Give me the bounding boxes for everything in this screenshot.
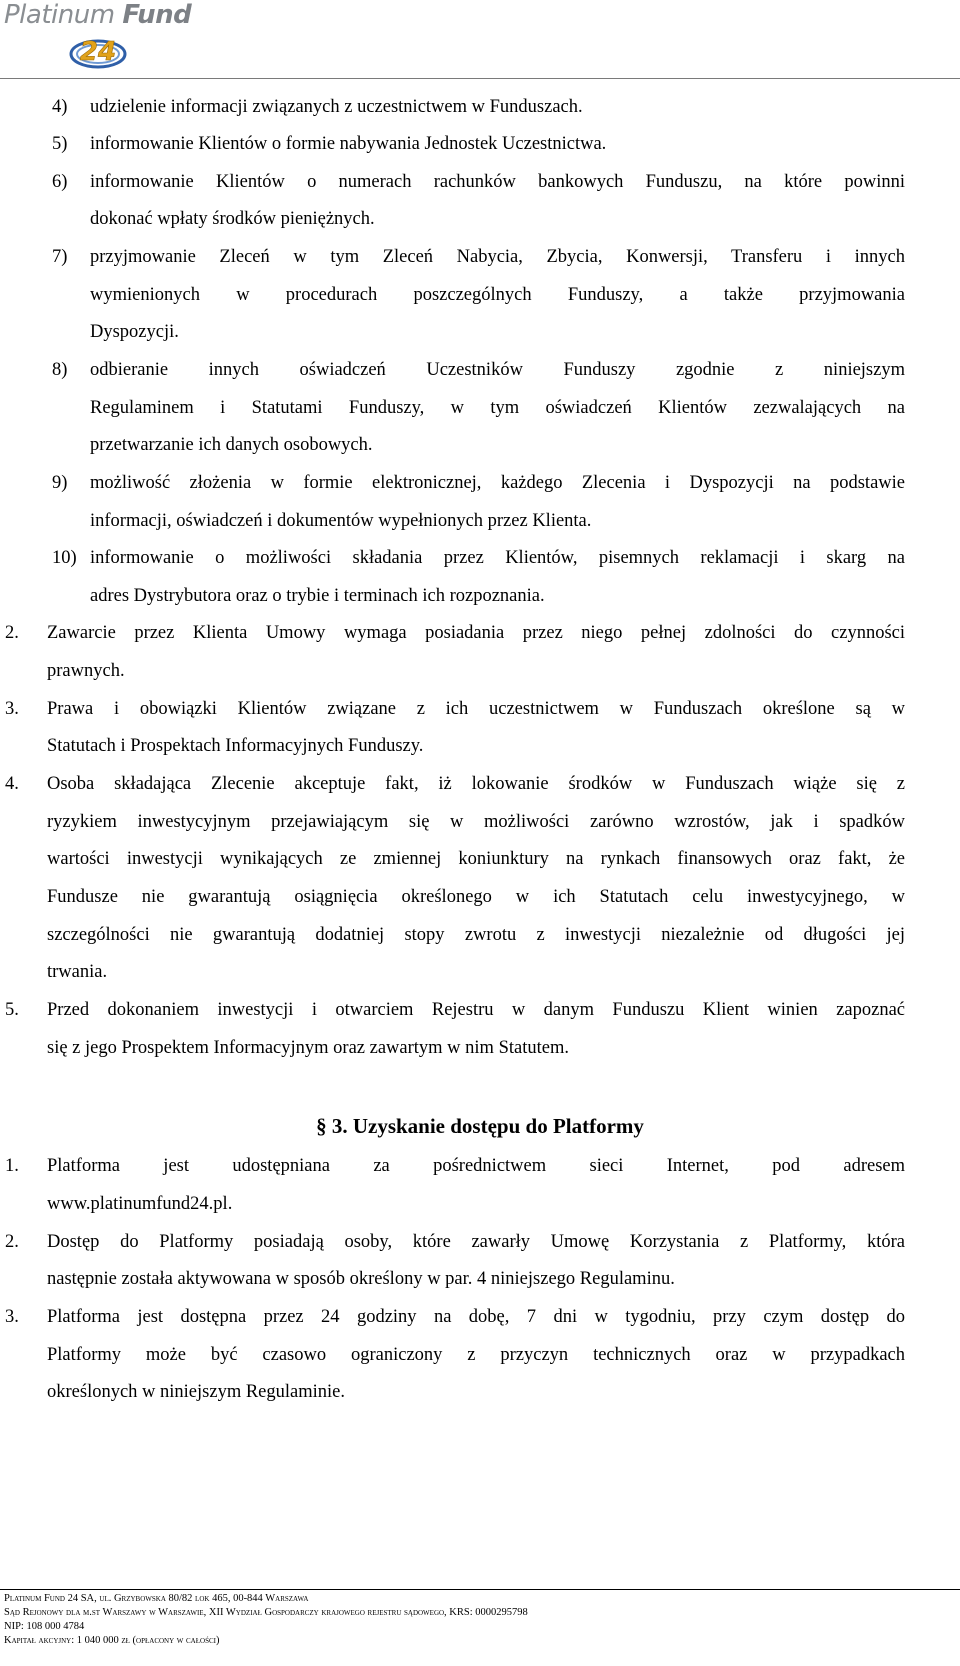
- point-num: 4.: [5, 774, 19, 794]
- list-item-line: odbieranie innych oświadczeń Uczestników Funduszy zgodnie z niniejszym: [90, 360, 905, 380]
- list-item-line: informowanie Klientów o formie nabywania Jednostek Uczestnictwa.: [90, 134, 607, 154]
- point-num: 2.: [5, 1232, 19, 1252]
- footer-nip: NIP: 108 000 4784: [4, 1621, 85, 1632]
- point-line: Platforma jest udostępniana za pośrednictwem sieci Internet, pod adresem: [47, 1156, 905, 1176]
- list-item-line: Dyspozycji.: [90, 322, 179, 342]
- list-num: 8): [52, 360, 68, 380]
- list-item-line: przyjmowanie Zleceń w tym Zleceń Nabycia, Zbycia, Konwersji, Transferu i innych: [90, 247, 905, 267]
- point-line: wartości inwestycji wynikających ze zmiennej koniunktury na rynkach finansowych oraz fakt, że: [47, 849, 905, 869]
- platinum-fund-logo: [4, 0, 204, 76]
- list-item-line: adres Dystrybutora oraz o trybie i terminach ich rozpoznania.: [90, 586, 545, 606]
- point-num: 5.: [5, 1000, 19, 1020]
- point-line: Statutach i Prospektach Informacyjnych Funduszy.: [47, 736, 424, 756]
- point-line: ryzykiem inwestycyjnym przejawiającym się w możliwości zarówno wzrostów, jak i spadków: [47, 812, 905, 832]
- point-line: się z jego Prospektem Informacyjnym oraz zawartym w nim Statutem.: [47, 1038, 569, 1058]
- point-line: szczególności nie gwarantują dodatniej stopy zwrotu z inwestycji niezależnie od długości jej: [47, 925, 905, 945]
- list-num: 4): [52, 97, 68, 117]
- header-divider: [0, 78, 960, 79]
- page-header: [0, 0, 960, 80]
- list-num: 9): [52, 473, 68, 493]
- section-heading: § 3. Uzyskanie dostępu do Platformy: [316, 1114, 644, 1138]
- list-num: 5): [52, 134, 68, 154]
- list-item-line: informowanie Klientów o numerach rachunków bankowych Funduszu, na które powinni: [90, 172, 905, 192]
- point-line: Platforma jest dostępna przez 24 godziny na dobę, 7 dni w tygodniu, przy czym dostęp do: [47, 1307, 905, 1327]
- list-num: 10): [52, 548, 77, 568]
- footer-share-capital: Kapitał akcyjny: 1 040 000 zł (opłacony w całości): [4, 1635, 220, 1646]
- list-num: 6): [52, 172, 68, 192]
- point-line: Przed dokonaniem inwestycji i otwarciem Rejestru w danym Funduszu Klient winien zapoznać: [47, 1000, 905, 1020]
- list-item-line: Regulaminem i Statutami Funduszy, w tym oświadczeń Klientów zezwalających na: [90, 398, 905, 418]
- point-line: www.platinumfund24.pl.: [47, 1194, 233, 1214]
- svg-text:24: 24: [79, 37, 117, 67]
- point-line: następnie została aktywowana w sposób określony w par. 4 niniejszego Regulaminu.: [47, 1269, 675, 1289]
- list-item-line: możliwość złożenia w formie elektronicznej, każdego Zlecenia i Dyspozycji na podstawie: [90, 473, 905, 493]
- list-item-line: informowanie o możliwości składania przez Klientów, pisemnych reklamacji i skarg na: [90, 548, 905, 568]
- list-item-line: udzielenie informacji związanych z uczestnictwem w Funduszach.: [90, 97, 583, 117]
- point-num: 3.: [5, 1307, 19, 1327]
- list-item-line: informacji, oświadczeń i dokumentów wypełnionych przez Klienta.: [90, 511, 592, 531]
- list-item-line: przetwarzanie ich danych osobowych.: [90, 435, 373, 455]
- logo-24-emblem-icon: [68, 24, 128, 72]
- point-num: 3.: [5, 699, 19, 719]
- point-line: trwania.: [47, 962, 108, 982]
- point-line: Zawarcie przez Klienta Umowy wymaga posiadania przez niego pełnej zdolności do czynności: [47, 623, 905, 643]
- page-footer: [4, 1592, 528, 1648]
- footer-company-address: Platinum Fund 24 SA, ul. Grzybowska 80/82 lok 465, 00-844 Warszawa: [4, 1593, 309, 1604]
- list-num: 7): [52, 247, 68, 267]
- point-line: prawnych.: [47, 661, 125, 681]
- footer-court-registry: Sąd Rejonowy dla m.st Warszawy w Warszawie, XII Wydział Gospodarczy krajowego rejestru sądowego, KRS: 0000295798: [4, 1607, 528, 1618]
- point-num: 2.: [5, 623, 19, 643]
- point-line: określonych w niniejszym Regulaminie.: [47, 1382, 345, 1402]
- list-item-line: wymienionych w procedurach poszczególnych Funduszy, a także przyjmowania: [90, 285, 905, 305]
- point-line: Dostęp do Platformy posiadają osoby, które zawarły Umowę Korzystania z Platformy, która: [47, 1232, 905, 1252]
- logo-word-fund: Fund: [122, 0, 192, 30]
- logo-word-platinum: Platinum: [4, 0, 123, 30]
- point-line: Osoba składająca Zlecenie akceptuje fakt, iż lokowanie środków w Funduszach wiąże się z: [47, 774, 905, 794]
- point-line: Platformy może być czasowo ograniczony z przyczyn technicznych oraz w przypadkach: [47, 1345, 905, 1365]
- point-line: Fundusze nie gwarantują osiągnięcia określonego w ich Statutach celu inwestycyjnego, w: [47, 887, 905, 907]
- list-item-line: dokonać wpłaty środków pieniężnych.: [90, 209, 375, 229]
- point-line: Prawa i obowiązki Klientów związane z ich uczestnictwem w Funduszach określone są w: [47, 699, 905, 719]
- point-num: 1.: [5, 1156, 19, 1176]
- footer-divider: [0, 1589, 960, 1590]
